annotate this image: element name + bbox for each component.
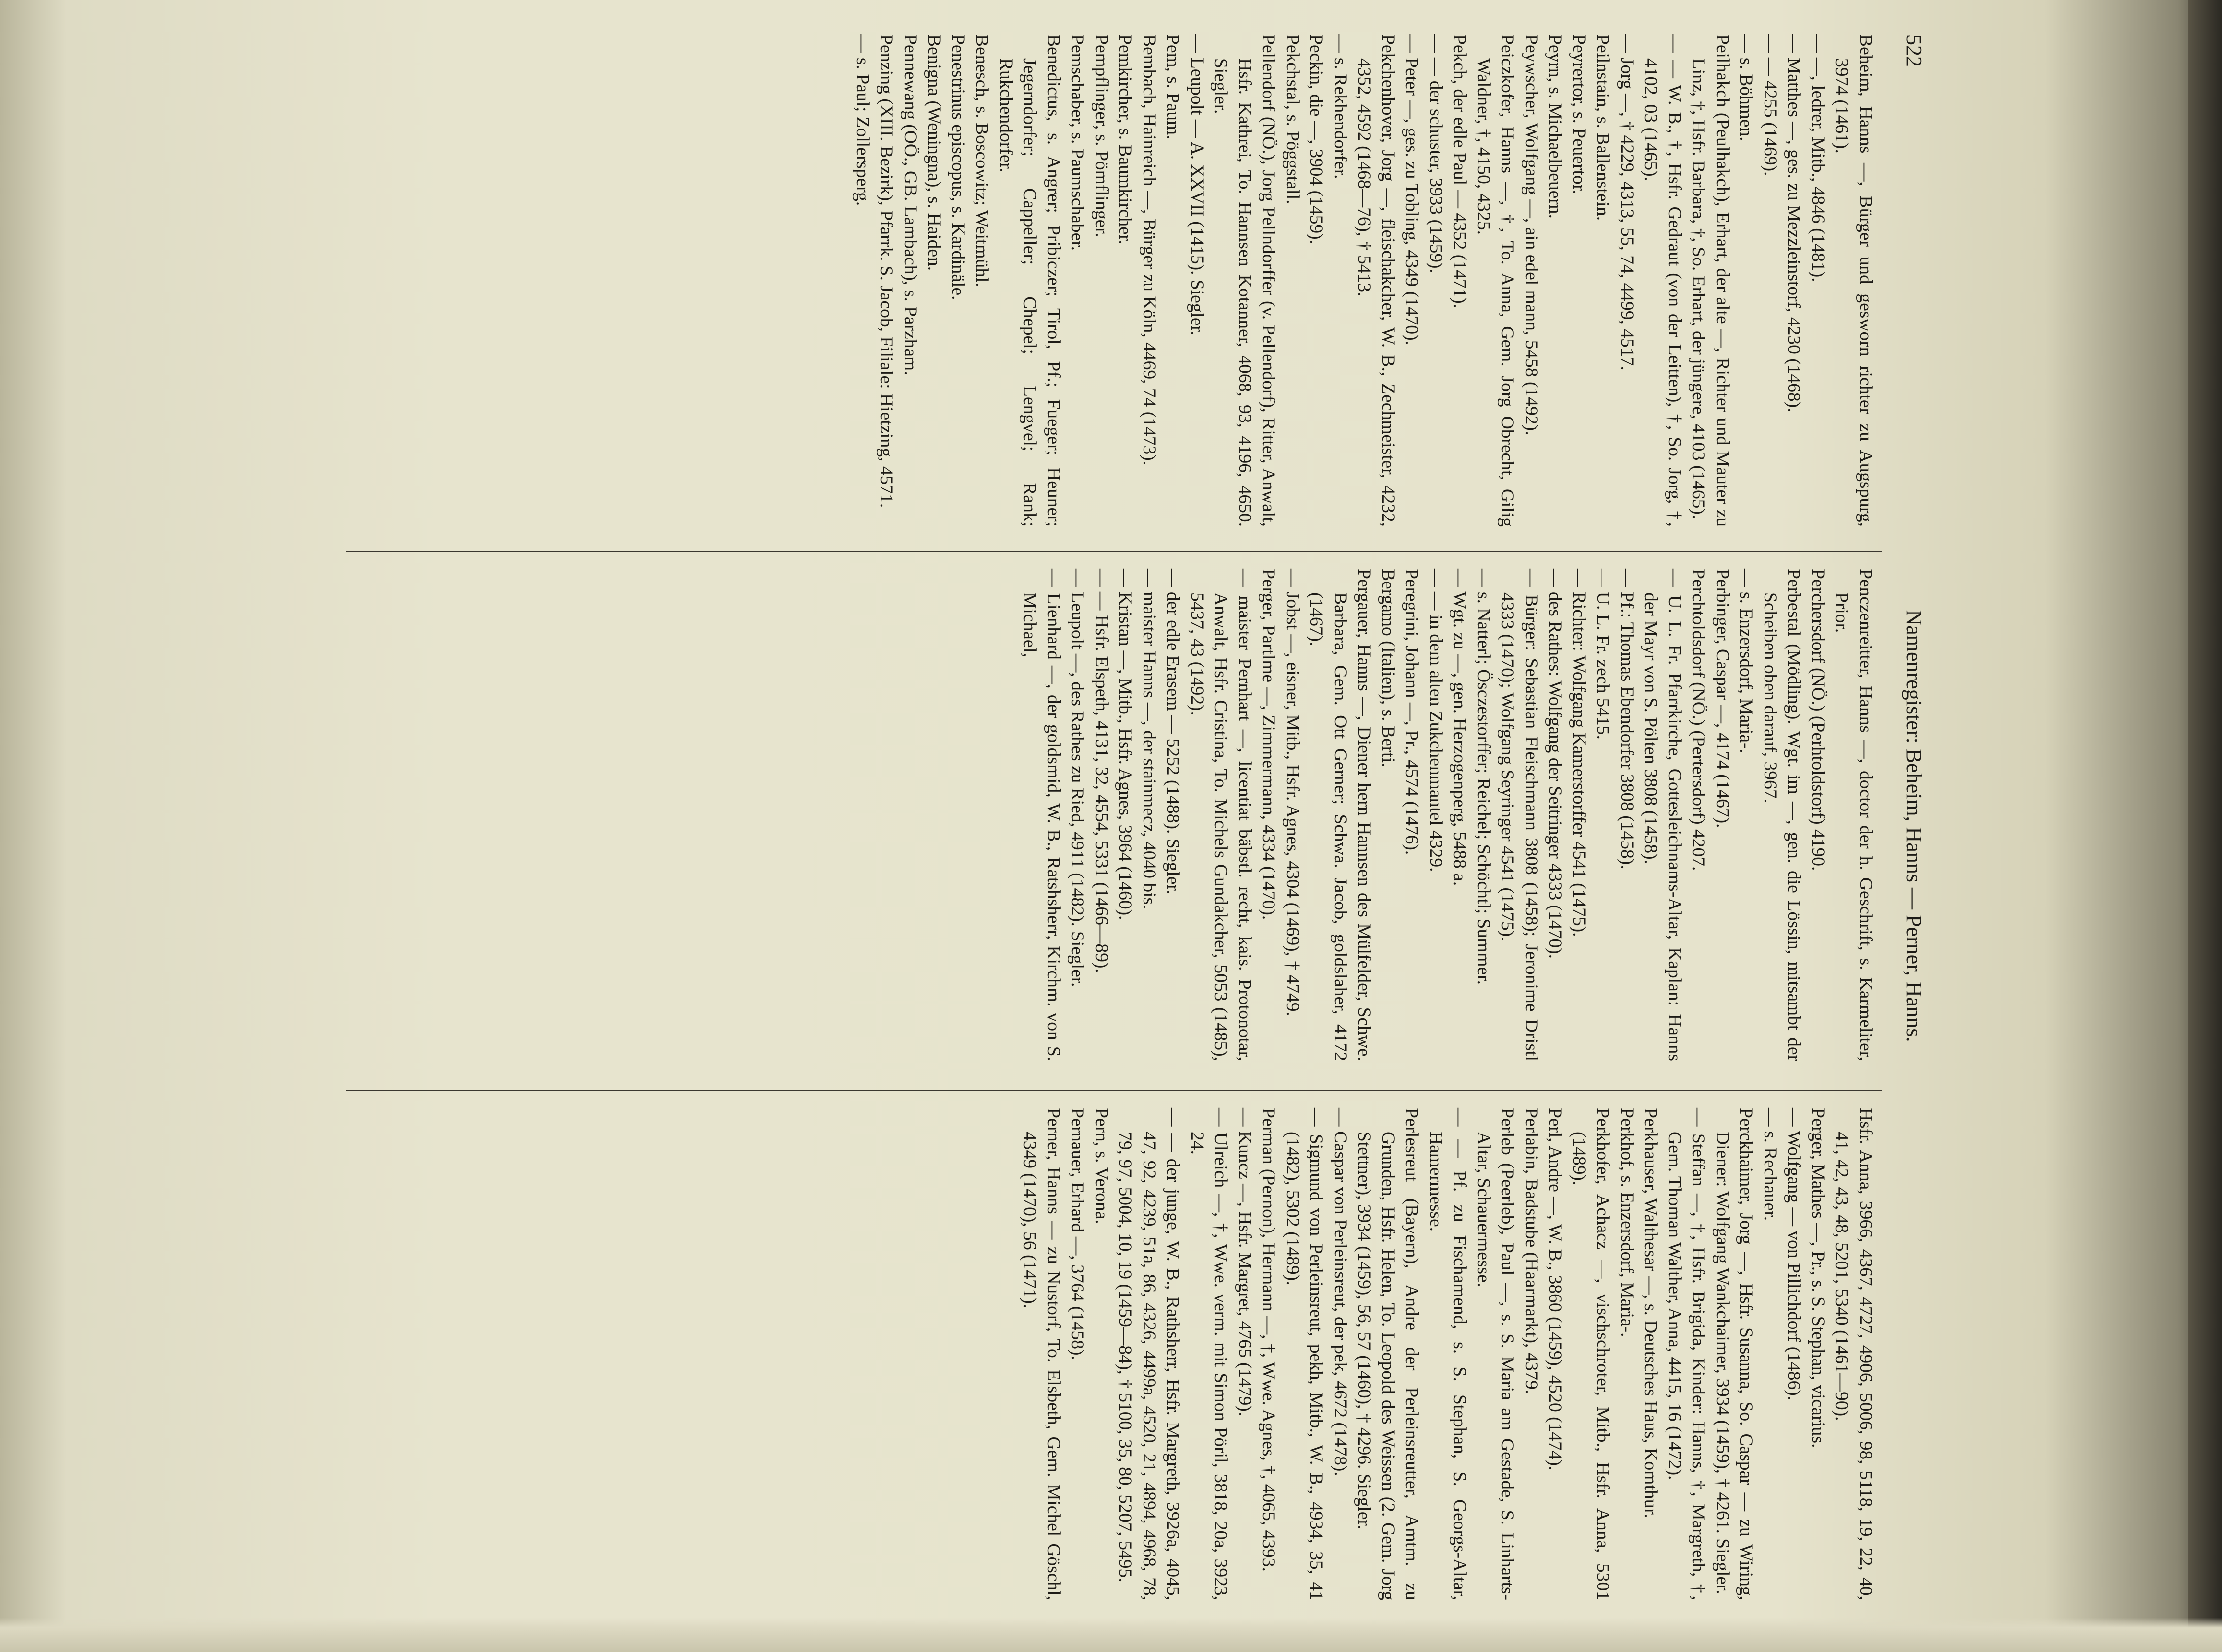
index-entry: Perl, Andre —, W. B., 3860 (1459), 4520 (1474). bbox=[1545, 1108, 1566, 1471]
index-entry: — s. Natterl; Ösczestorffer; Reichel; Schöchtl; Summer. bbox=[1473, 569, 1494, 985]
index-entry: Penestrinus episcopus, s. Kardinäle. bbox=[948, 34, 968, 300]
page-number: 522 bbox=[1902, 34, 1926, 67]
index-entry: — s. Rechauer. bbox=[1760, 1108, 1780, 1221]
index-entry: Perkhauser, Walthesar —, s. Deutsches Haus, Komthur. bbox=[1640, 1108, 1661, 1519]
index-entry: Pernauer, Erhard —, 3764 (1458). bbox=[1067, 1108, 1088, 1360]
index-entry: Pekch, der edle Paul — 4352 (1471). bbox=[1449, 34, 1470, 309]
index-entry: — s. Böhmen. bbox=[1736, 34, 1757, 141]
index-entry: Pellendorf (NÖ.), Jorg Pellndorffer (v. Pellendorf), Ritter, Anwalt, Hsfr. Kathrei, To. Hannsen Kotanner, 4068, 93, 4196, 4650. Siegler. bbox=[1210, 34, 1279, 527]
index-entry: Perchersdorf (NÖ.) (Perhtoldstorf) 4190. bbox=[1808, 569, 1828, 871]
index-entry: Peregrini, Johann —, Pr., 4574 (1476). bbox=[1402, 569, 1422, 855]
index-entry: Perkhof, s. Enzersdorf, Maria-. bbox=[1617, 1108, 1637, 1337]
index-entry: Peilnstain, s. Ballenstein. bbox=[1593, 34, 1613, 221]
index-entry: Pem, s. Paum. bbox=[1163, 34, 1183, 140]
index-entry: Pekchstal, s. Pöggstall. bbox=[1282, 34, 1303, 204]
index-entry: — s. Rekhendorfer. bbox=[1330, 34, 1350, 179]
index-entry: — — der junge, W. B., Rathsherr, Hsfr. Margreth, 3926a, 4045, 47, 92, 4239, 51a, 86, 4326, 4499a, 4520, 21, 4894, 4968, 78, 79, 97, 5004, 10, 19 (1459—84), † 5100, 35, 80, 5207, 5495. bbox=[1115, 1108, 1183, 1600]
index-entry: Benigna (Weningna), s. Haiden. bbox=[924, 34, 945, 271]
index-column-2 bbox=[1017, 569, 1877, 1061]
index-entry: — —, ledrer, Mitb., 4846 (1481). bbox=[1808, 34, 1828, 282]
index-entry: Perner, Hanns — zu Nustorf, To. Elsbeth, Gem. Michel Göschl, 4349 (1470), 56 (1471). bbox=[1019, 1108, 1064, 1600]
index-column-3 bbox=[1017, 1108, 1877, 1600]
index-entry: — s. Enzersdorf, Maria-. bbox=[1736, 569, 1757, 753]
index-entry: — Jorg —, † 4229, 4313, 55, 74, 4499, 4517. bbox=[1617, 34, 1637, 371]
index-entry: — Lienhard —, der goldsmid, W. B., Ratshsherr, Kirchm. von S. Michael, bbox=[1019, 569, 1064, 1061]
index-entry: Benedictus, s. Angrer; Pribiczer; Tirol, Pf.; Fueger; Heuner; Jegerndorfer; Cappeller; Chepel; Lengvel; Rank; Rukchendorfer. bbox=[996, 34, 1064, 527]
index-entry: — — Pf. zu Fischamend, s. S. Stephan, S. Georgs-Altar, Hamermesse. bbox=[1426, 1108, 1470, 1600]
index-entry: — Matthes —, ges. zu Mezzleinstorf, 4230 (1468). bbox=[1784, 34, 1804, 413]
index-entry: Benesch, s. Boscowitz; Weitmühl. bbox=[972, 34, 992, 287]
index-entry: Pemschaber, s. Paumschaber. bbox=[1067, 34, 1088, 251]
index-entry: — U. L. Fr. zech 5415. bbox=[1593, 569, 1613, 740]
index-entry: Penzing (XIII. Bezirk), Pfarrk. S. Jacob, Filiale: Hietzing, 4571. bbox=[876, 34, 897, 508]
index-entry: Beheim, Hanns —, Bürger und gesworn richter zu Augspurg, 3974 (1461). bbox=[1831, 34, 1876, 527]
index-entry: — — Hsfr. Elspeth, 4131, 32, 4554, 5331 (1466—89). bbox=[1091, 569, 1111, 973]
index-entry: Pennewang (OÖ., GB. Lambach), s. Parzham. bbox=[900, 34, 920, 376]
index-entry: Bembach, Hainreich —, Bürger zu Köln, 4469, 74 (1473). bbox=[1139, 34, 1159, 466]
index-entry: Bergamo (Italien), s. Berti. bbox=[1378, 569, 1398, 768]
index-entry: — Steffan —, †, Hsfr. Brigida, Kinder: Hanns, †, Margreth, †, Gem. Thoman Walther, Anna, 4415, 16 (1472). bbox=[1665, 1108, 1709, 1600]
index-entry: Pern, s. Verona. bbox=[1091, 1108, 1111, 1224]
index-entry: — Richter: Wolfgang Kamerstorffer 4541 (1475). bbox=[1569, 569, 1589, 937]
index-entry: — maister Hanns —, der stainmecz, 4040 bis. bbox=[1139, 569, 1159, 909]
index-entry: Perleb (Peerleb), Paul —, s. S. Maria am Gestade, S. Linharts-Altar, Schauermesse. bbox=[1473, 1108, 1518, 1600]
index-entry: — Jobst —, eisner, Mitb., Hsfr. Agnes, 4304 (1469), † 4749. bbox=[1282, 569, 1303, 1016]
index-column-1 bbox=[850, 34, 1878, 527]
index-entry: Perlabin, Badstube (Haarmarkt), 4379. bbox=[1521, 1108, 1541, 1394]
index-entry: — der edle Erasem — 5252 (1488). Siegler. bbox=[1163, 569, 1183, 895]
running-head: Namenregister: Beheim, Hanns — Perner, Hanns. bbox=[1902, 610, 1926, 1042]
index-entry: — Kuncz —, Hsfr. Margret, 4765 (1479). bbox=[1235, 1108, 1255, 1417]
index-entry: — Sigmund von Perleinsreut, pekh, Mitb., W. B., 4934, 35, 41 (1482), 5302 (1489). bbox=[1282, 1108, 1327, 1600]
index-entry: — maister Pernhart —, licentiat bäbstl. recht, kais. Protonotar, Anwalt, Hsfr. Cristina, To. Michels Gundakcher, 5053 (1485), 5437, 43 (1492). bbox=[1187, 569, 1255, 1061]
index-entry: Perlesreut (Bayern), Andre der Perleinsreutter, Amtm. zu Grunden, Hsfr. Helen, To. Leopold des Weissen (2. Gem. Jorg Stettner), 3934 (1459), 56, 57 (1460), † 4296. Siegler. bbox=[1354, 1108, 1422, 1600]
index-entry: — U. L. Fr. Pfarrkirche, Gottesleichnams-Altar, Kaplan: Hanns der Mayr von S. Pölten 3808 (1458). bbox=[1640, 569, 1685, 1061]
index-entry: Perkhofer, Achacz —, vischschroter, Mitb., Hsfr. Anna, 5301 (1489). bbox=[1569, 1108, 1613, 1600]
index-entry: — Leupolt —, des Rathes zu Ried, 4911 (1482). Siegler. bbox=[1067, 569, 1088, 987]
index-entry: Penczenreitter, Hanns —, doctor der h. Geschrift, s. Karmeliter, Prior. bbox=[1831, 569, 1876, 1061]
index-entry: Peilhakch (Peulhakch), Erhart, der alte —, Richter und Mauter zu Linz, †, Hsfr. Barbara, †, So. Erhart, der jüngere, 4103 (1465). bbox=[1688, 34, 1732, 527]
index-entry: Perger, Mathes —, Pr., s. S. Stephan, vicarius. bbox=[1808, 1108, 1828, 1448]
index-entry: — Pf.: Thomas Ebendorfer 3808 (1458). bbox=[1617, 569, 1637, 870]
index-entry: Pempflinger, s. Pömflinger. bbox=[1091, 34, 1111, 238]
index-entry: Perckhaimer, Jorg —, Hsfr. Susanna, So. Caspar — zu Wiring, Diener: Wolfgang Wankchaimer, 3934 (1459), † 4261. Siegler. bbox=[1712, 1108, 1757, 1600]
index-entry: — Wolfgang — von Pillichdorf (1486). bbox=[1784, 1108, 1804, 1401]
index-entry: Perman (Pernon), Hermann —, †, Wwe. Agnes, †, 4065, 4393. bbox=[1258, 1108, 1279, 1572]
index-entry: — Caspar von Perleinsreut, der pek, 4672 (1478). bbox=[1330, 1108, 1350, 1476]
index-entry: Peyrertor, s. Peuertor. bbox=[1569, 34, 1589, 194]
index-entry: — — 4255 (1469). bbox=[1760, 34, 1780, 176]
column-divider bbox=[346, 551, 1882, 552]
index-entry: Perchtoldsdorf (NÖ.) (Pertersdorf) 4207. bbox=[1688, 569, 1709, 871]
index-entry: Peywscher, Wolfgang —, ain edel mann, 5458 (1492). bbox=[1521, 34, 1541, 436]
index-entry: — — der schuster, 3933 (1459). bbox=[1426, 34, 1446, 273]
index-entry: — s. Paul; Zollersperg. bbox=[852, 34, 873, 206]
index-entry: — Wgt. zu —, gen. Herzogenperg, 5488 a. bbox=[1449, 569, 1470, 886]
index-entry: Pergauer, Hanns —, Diener hern Hannsen des Mülfelder, Schwe. Barbara, Gem. Ott Gerner; Schwa. Jacob, goldslaher, 4172 (1467). bbox=[1306, 569, 1374, 1061]
index-entry: Peckin, die —, 3904 (1459). bbox=[1306, 34, 1327, 244]
index-entry: — — W. B., †, Hsfr. Gedraut (von der Leitten), †, So. Jorg, †, 4102, 03 (1465). bbox=[1640, 34, 1685, 527]
index-entry: — Kristan —, Mitb., Hsfr. Agnes, 3964 (1460). bbox=[1115, 569, 1136, 920]
index-entry: — Peter —, ges. zu Tobling, 4349 (1470). bbox=[1402, 34, 1422, 345]
index-entry: — Bürger: Sebastian Fleischmann 3808 (1458); Jeronime Dristl 4333 (1470); Wolfgang Seyringer 4541 (1475). bbox=[1497, 569, 1541, 1061]
index-entry: Peyrn, s. Michaelbeuern. bbox=[1545, 34, 1566, 219]
index-entry: Hsfr. Anna, 3966, 4367, 4727, 4906, 5006, 98, 5118, 19, 22, 40, 41, 42, 43, 48, 5201, 5340 (1461—90). bbox=[1831, 1108, 1876, 1600]
index-entry: Peiczkofer, Hanns —, †, To. Anna, Gem. Jorg Obrecht, Gilig Waldner, †, 4150, 4325. bbox=[1473, 34, 1518, 527]
index-entry: Pemkircher, s. Baumkircher. bbox=[1115, 34, 1136, 245]
index-entry: Perbinger, Caspar —, 4174 (1467). bbox=[1712, 569, 1732, 828]
index-entry: — Leupolt — A. XXVII (1415). Siegler. bbox=[1187, 34, 1207, 336]
index-entry: Perbestal (Mödling). Wgt. im —, gen. die Lössin, mitsambt der Scheiben oben darauf, 3967. bbox=[1760, 569, 1804, 1061]
index-entry: Perger, Partlme —, Zimmermann, 4334 (1470). bbox=[1258, 569, 1279, 920]
column-divider bbox=[346, 1090, 1882, 1091]
index-entry: — des Rathes: Wolfgang der Seitringer 4333 (1470). bbox=[1545, 569, 1566, 959]
index-entry: Pekchenhover, Jorg —, fleischakcher, W. B., Zechmeister, 4232, 4352, 4592 (1468—76), † 5413. bbox=[1354, 34, 1398, 527]
index-entry: — Ulreich —, †, Wwe. verm. mit Simon Pöril, 3818, 20a, 3923, 24. bbox=[1187, 1108, 1231, 1600]
index-entry: — — in dem alten Zukchenmantel 4329. bbox=[1426, 569, 1446, 872]
